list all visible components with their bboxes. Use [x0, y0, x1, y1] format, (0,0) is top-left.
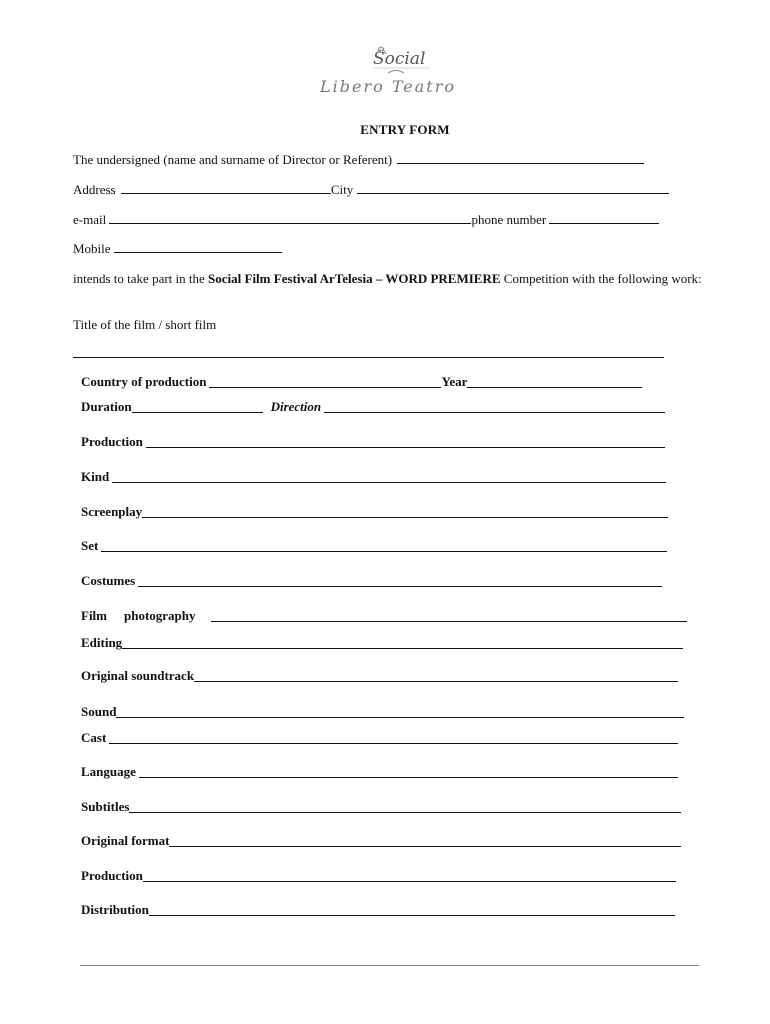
duration-direction-row: [81, 399, 665, 415]
production2-field[interactable]: [143, 880, 676, 882]
set-field[interactable]: [101, 550, 667, 552]
direction-field[interactable]: [324, 411, 665, 413]
festival-name: Social Film Festival ArTelesia – WORD PREMIERE: [208, 271, 501, 286]
film-title-field[interactable]: [73, 357, 664, 358]
country-label: Country of production: [81, 374, 207, 389]
city-label: City: [330, 182, 354, 197]
subtitles-row: [81, 799, 681, 815]
film-photography-row: [81, 608, 687, 624]
cast-label: Cast: [81, 730, 107, 745]
logo-social-text: Social: [373, 49, 426, 69]
kind-field[interactable]: [112, 481, 666, 483]
soundtrack-field[interactable]: [194, 680, 678, 682]
email-label: e-mail: [73, 212, 107, 227]
kind-label: Kind: [81, 469, 110, 484]
address-label: Address: [73, 182, 116, 197]
duration-label: Duration: [81, 399, 132, 414]
mobile-field[interactable]: [114, 240, 282, 253]
editing-row: [81, 635, 683, 651]
intro-paragraph: [73, 270, 723, 287]
editing-label: Editing: [81, 635, 123, 650]
form-title: ENTRY FORM: [360, 122, 450, 137]
country-field[interactable]: [209, 386, 441, 388]
logo-libero-teatro-text: Libero Teatro: [320, 77, 456, 96]
direction-label: Direction: [270, 399, 322, 414]
year-field[interactable]: [467, 386, 642, 388]
distribution-label: Distribution: [81, 902, 149, 917]
production-row: [81, 434, 665, 450]
language-row: [81, 764, 678, 780]
sound-label: Sound: [81, 704, 117, 719]
social-libero-teatro-logo: [318, 40, 488, 100]
costumes-row: [81, 573, 662, 589]
director-row: [73, 151, 644, 168]
distribution-field[interactable]: [149, 914, 675, 916]
sound-row: [81, 704, 684, 720]
screenplay-field[interactable]: [142, 516, 668, 518]
film-title-label: Title of the film / short film: [73, 317, 217, 332]
editing-field[interactable]: [122, 647, 683, 649]
production2-label: Production: [81, 868, 143, 883]
production2-row: [81, 868, 676, 884]
sound-field[interactable]: [116, 716, 684, 718]
director-label: The undersigned (name and surname of Director or Referent): [73, 152, 393, 167]
city-field[interactable]: [357, 181, 669, 194]
screenplay-label: Screenplay: [81, 504, 143, 519]
original-format-row: [81, 833, 681, 849]
footer-divider: [80, 965, 699, 966]
production-field[interactable]: [146, 446, 665, 448]
intro-text-end: Competition with the following work:: [500, 271, 702, 286]
intro-text-start: intends to take part in the: [73, 271, 209, 286]
cast-field[interactable]: [109, 742, 678, 744]
distribution-row: [81, 902, 675, 918]
language-label: Language: [81, 764, 136, 779]
cast-row: [81, 730, 678, 746]
address-row: [73, 181, 669, 198]
mobile-row: [73, 240, 282, 257]
costumes-label: Costumes: [81, 573, 136, 588]
original-format-label: Original format: [81, 833, 170, 848]
phone-label: phone number: [471, 212, 547, 227]
phone-field[interactable]: [549, 211, 659, 224]
email-row: [73, 211, 659, 228]
set-label: Set: [81, 538, 99, 553]
kind-row: [81, 469, 666, 485]
soundtrack-row: [81, 668, 678, 684]
film-photography-field[interactable]: [211, 620, 687, 622]
subtitles-field[interactable]: [129, 811, 681, 813]
set-row: [81, 538, 667, 554]
soundtrack-label: Original soundtrack: [81, 668, 195, 683]
email-field[interactable]: [109, 211, 471, 224]
director-field[interactable]: [397, 151, 644, 164]
language-field[interactable]: [139, 776, 678, 778]
year-label: Year: [441, 374, 468, 389]
original-format-field[interactable]: [169, 845, 681, 847]
production-label: Production: [81, 434, 143, 449]
country-year-row: [81, 374, 642, 390]
costumes-field[interactable]: [138, 585, 662, 587]
subtitles-label: Subtitles: [81, 799, 130, 814]
photography-label: photography: [124, 608, 196, 623]
duration-field[interactable]: [132, 411, 263, 413]
screenplay-row: [81, 504, 668, 520]
film-label: Film: [81, 608, 107, 623]
mobile-label: Mobile: [73, 241, 111, 256]
address-field[interactable]: [121, 181, 331, 194]
